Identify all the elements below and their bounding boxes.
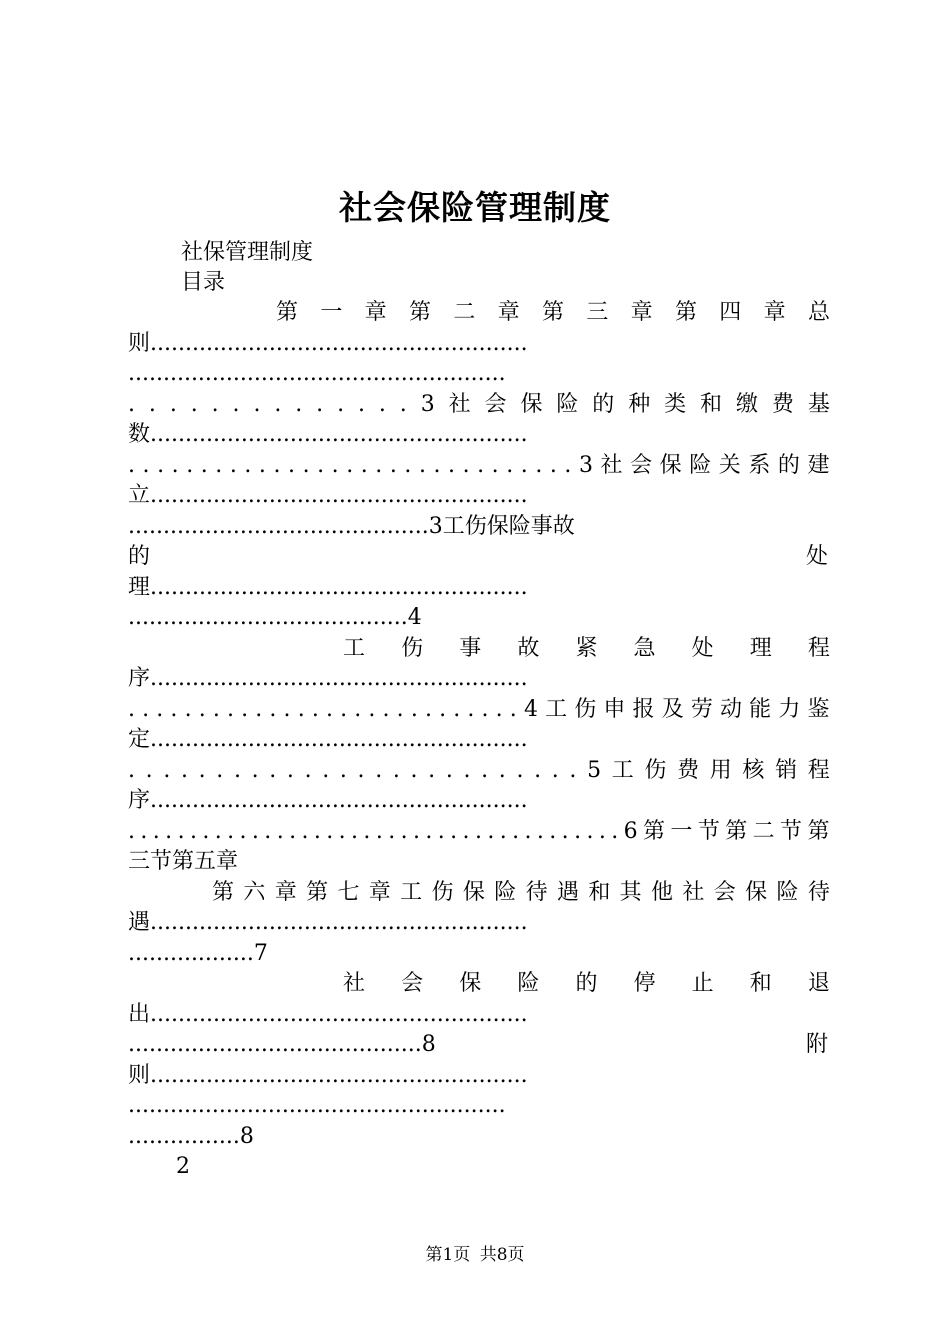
toc-char: 险 bbox=[776, 880, 799, 905]
toc-char: 二 bbox=[453, 300, 476, 325]
toc-char: . bbox=[190, 392, 198, 417]
toc-char: 报 bbox=[632, 697, 655, 722]
toc-char: . bbox=[357, 392, 365, 417]
toc-line: 定...................................................... bbox=[128, 727, 528, 752]
toc-char: . bbox=[467, 697, 475, 722]
toc-char: . bbox=[152, 819, 160, 844]
toc-char: . bbox=[142, 453, 150, 478]
toc-char: 伤 bbox=[431, 880, 454, 905]
toc-char: . bbox=[301, 819, 309, 844]
toc-char: . bbox=[474, 819, 482, 844]
toc-char: . bbox=[241, 697, 249, 722]
toc-char: 核 bbox=[742, 758, 765, 783]
toc-char: . bbox=[311, 697, 319, 722]
toc-char: 六 bbox=[243, 880, 266, 905]
toc-char: . bbox=[549, 819, 557, 844]
toc-char: . bbox=[499, 819, 507, 844]
toc-char: 申 bbox=[603, 697, 626, 722]
toc-char: . bbox=[463, 758, 471, 783]
toc-char: . bbox=[200, 453, 208, 478]
toc-char: . bbox=[516, 758, 524, 783]
toc-char: . bbox=[535, 453, 543, 478]
toc-char: . bbox=[251, 819, 259, 844]
toc-char: 第 bbox=[643, 819, 666, 844]
toc-line: 理...................................................... bbox=[128, 575, 528, 600]
toc-char: 险 bbox=[556, 392, 579, 417]
toc-char: . bbox=[412, 819, 420, 844]
toc-char: 一 bbox=[320, 300, 343, 325]
toc-line bbox=[128, 817, 830, 847]
toc-char: 的 bbox=[592, 392, 615, 417]
toc-char: . bbox=[445, 758, 453, 783]
toc-line: ................8 bbox=[128, 1124, 254, 1149]
toc-char: . bbox=[462, 819, 470, 844]
toc-char: 4 bbox=[523, 697, 538, 722]
toc-char: 遇 bbox=[556, 880, 579, 905]
toc-char: . bbox=[418, 453, 426, 478]
toc-char: . bbox=[337, 392, 345, 417]
toc-char: 保 bbox=[462, 880, 485, 905]
toc-char: 一 bbox=[670, 819, 693, 844]
toc-char: . bbox=[128, 392, 135, 417]
toc-char: . bbox=[128, 453, 135, 478]
toc-char: . bbox=[211, 392, 219, 417]
toc-char: . bbox=[283, 697, 291, 722]
toc-line: ........................................4 bbox=[128, 605, 422, 630]
toc-char: . bbox=[481, 697, 489, 722]
toc-char: . bbox=[536, 819, 544, 844]
toc-char: . bbox=[156, 697, 164, 722]
toc-char: 保 bbox=[520, 392, 543, 417]
toc-char: 三 bbox=[586, 300, 609, 325]
toc-char: 工 bbox=[545, 697, 568, 722]
toc-char: 七 bbox=[337, 880, 360, 905]
toc-char: . bbox=[289, 819, 297, 844]
toc-char: 急 bbox=[633, 636, 656, 661]
toc-char: . bbox=[295, 392, 303, 417]
toc-char: . bbox=[269, 758, 277, 783]
toc-char: . bbox=[317, 453, 325, 478]
toc-char: . bbox=[586, 819, 594, 844]
toc-char: . bbox=[273, 453, 281, 478]
toc-line: ..........................................8 bbox=[128, 1032, 436, 1057]
page-total: 共8页 bbox=[479, 1245, 525, 1265]
toc-line: 附 bbox=[806, 1032, 829, 1057]
toc-char: . bbox=[392, 758, 400, 783]
toc-char: . bbox=[198, 758, 206, 783]
toc-char: 3 bbox=[420, 392, 435, 417]
toc-char: 类 bbox=[664, 392, 687, 417]
toc-char: . bbox=[302, 453, 310, 478]
toc-char: . bbox=[487, 819, 495, 844]
toc-char: . bbox=[410, 697, 418, 722]
toc-char: . bbox=[462, 453, 470, 478]
toc-char: . bbox=[491, 453, 499, 478]
toc-char: . bbox=[239, 819, 247, 844]
toc-char: . bbox=[360, 453, 368, 478]
toc-char: . bbox=[495, 697, 503, 722]
toc-char: . bbox=[128, 758, 135, 783]
toc-char: 险 bbox=[689, 453, 712, 478]
toc-char: . bbox=[346, 453, 354, 478]
toc-char: . bbox=[165, 819, 173, 844]
toc-char: . bbox=[276, 819, 284, 844]
toc-char: 工 bbox=[611, 758, 634, 783]
toc-char: 退 bbox=[807, 971, 830, 996]
toc-char: 销 bbox=[775, 758, 798, 783]
toc-char: 程 bbox=[807, 636, 830, 661]
subtitle: 社保管理制度 bbox=[181, 240, 314, 265]
toc-line: 出...................................................... bbox=[128, 1002, 528, 1027]
toc-char: . bbox=[561, 819, 569, 844]
toc-char: . bbox=[264, 819, 272, 844]
toc-char: 保 bbox=[459, 971, 482, 996]
toc-char: . bbox=[322, 758, 330, 783]
toc-char: . bbox=[534, 758, 542, 783]
toc-char: 止 bbox=[691, 971, 714, 996]
toc-char: . bbox=[244, 453, 252, 478]
toc-char: . bbox=[251, 758, 259, 783]
toc-char: . bbox=[549, 453, 557, 478]
toc-char: . bbox=[551, 758, 559, 783]
toc-char: . bbox=[163, 758, 171, 783]
toc-char: . bbox=[233, 758, 241, 783]
toc-char: 他 bbox=[651, 880, 674, 905]
toc-char: 总 bbox=[807, 300, 830, 325]
toc-char: . bbox=[506, 453, 514, 478]
toc-char: . bbox=[202, 819, 210, 844]
toc-char: . bbox=[611, 819, 619, 844]
toc-line: 立...................................................... bbox=[128, 483, 528, 508]
toc-char: 程 bbox=[807, 758, 830, 783]
toc-char: 建 bbox=[807, 453, 830, 478]
toc-char: . bbox=[368, 697, 376, 722]
toc-line: 三节第五章 bbox=[128, 849, 239, 874]
toc-char: . bbox=[216, 758, 224, 783]
toc-char: . bbox=[212, 697, 220, 722]
toc-char: 和 bbox=[700, 392, 723, 417]
toc-line: 的 bbox=[128, 544, 151, 569]
toc-char: . bbox=[524, 819, 532, 844]
toc-char: . bbox=[170, 697, 178, 722]
toc-char: 其 bbox=[619, 880, 642, 905]
toc-char: 第 bbox=[725, 819, 748, 844]
toc-char: 社 bbox=[600, 453, 623, 478]
toc-heading: 目录 bbox=[181, 270, 226, 295]
toc-char: . bbox=[142, 697, 150, 722]
toc-char: . bbox=[180, 758, 188, 783]
toc-char: 的 bbox=[575, 971, 598, 996]
toc-char: 保 bbox=[659, 453, 682, 478]
toc-char: 章 bbox=[364, 300, 387, 325]
toc-line: 序...................................................... bbox=[128, 666, 528, 691]
page-footer bbox=[0, 1243, 950, 1267]
toc-char: . bbox=[157, 453, 165, 478]
toc-char: . bbox=[439, 697, 447, 722]
toc-char: 第 bbox=[807, 819, 830, 844]
toc-char: 章 bbox=[368, 880, 391, 905]
toc-line bbox=[128, 390, 830, 420]
toc-char: 伤 bbox=[644, 758, 667, 783]
toc-char: 会 bbox=[401, 971, 424, 996]
toc-char: 能 bbox=[749, 697, 772, 722]
toc-char: . bbox=[326, 819, 334, 844]
toc-char: 缴 bbox=[735, 392, 758, 417]
toc-line bbox=[128, 695, 830, 725]
toc-char: 理 bbox=[749, 636, 772, 661]
toc-char: . bbox=[189, 819, 197, 844]
toc-char: . bbox=[286, 758, 294, 783]
toc-char: . bbox=[226, 697, 234, 722]
toc-char: . bbox=[396, 697, 404, 722]
toc-char: . bbox=[477, 453, 485, 478]
toc-char: . bbox=[375, 453, 383, 478]
toc-char: . bbox=[325, 697, 333, 722]
toc-char: . bbox=[512, 819, 520, 844]
toc-char: . bbox=[128, 819, 135, 844]
toc-char: 第 bbox=[212, 880, 235, 905]
toc-char: . bbox=[375, 819, 383, 844]
toc-char: 鉴 bbox=[807, 697, 830, 722]
toc-char: . bbox=[354, 697, 362, 722]
toc-char: . bbox=[382, 697, 390, 722]
toc-char: . bbox=[214, 819, 222, 844]
toc-char: . bbox=[148, 392, 156, 417]
toc-char: . bbox=[399, 392, 407, 417]
toc-char: . bbox=[313, 819, 321, 844]
toc-char: . bbox=[450, 819, 458, 844]
toc-char: 和 bbox=[588, 880, 611, 905]
toc-line: 遇...................................................... bbox=[128, 910, 528, 935]
toc-char: . bbox=[269, 697, 277, 722]
toc-char: . bbox=[177, 819, 185, 844]
toc-char: 伤 bbox=[401, 636, 424, 661]
toc-char: 和 bbox=[749, 971, 772, 996]
toc-line: 2 bbox=[176, 1154, 190, 1179]
toc-line: ...................................................... bbox=[128, 1093, 506, 1118]
toc-char: . bbox=[288, 453, 296, 478]
toc-char: 节 bbox=[780, 819, 803, 844]
toc-char: 社 bbox=[682, 880, 705, 905]
toc-line: ...................................................... bbox=[128, 361, 506, 386]
toc-char: 事 bbox=[459, 636, 482, 661]
toc-char: 动 bbox=[720, 697, 743, 722]
toc-char: . bbox=[316, 392, 324, 417]
toc-char: 关 bbox=[718, 453, 741, 478]
toc-char: 会 bbox=[630, 453, 653, 478]
toc-char: . bbox=[215, 453, 223, 478]
toc-char: . bbox=[140, 819, 148, 844]
toc-char: . bbox=[357, 758, 365, 783]
toc-char: 社 bbox=[448, 392, 471, 417]
toc-char: 会 bbox=[713, 880, 736, 905]
toc-char: 章 bbox=[630, 300, 653, 325]
toc-line: 则...................................................... bbox=[128, 331, 528, 356]
toc-char: . bbox=[498, 758, 506, 783]
toc-char: 章 bbox=[763, 300, 786, 325]
toc-char: 的 bbox=[777, 453, 800, 478]
toc-char: . bbox=[274, 392, 282, 417]
toc-char: 5 bbox=[587, 758, 602, 783]
toc-char: 第 bbox=[408, 300, 431, 325]
toc-char: . bbox=[304, 758, 312, 783]
toc-char: . bbox=[520, 453, 528, 478]
toc-char: 系 bbox=[748, 453, 771, 478]
toc-char: . bbox=[433, 453, 441, 478]
toc-char: . bbox=[448, 453, 456, 478]
toc-char: 伤 bbox=[574, 697, 597, 722]
toc-char: . bbox=[574, 819, 582, 844]
toc-char: . bbox=[253, 392, 261, 417]
toc-char: . bbox=[169, 392, 177, 417]
toc-char: 基 bbox=[807, 392, 830, 417]
toc-char: 工 bbox=[400, 880, 423, 905]
toc-char: 费 bbox=[677, 758, 700, 783]
toc-char: 力 bbox=[778, 697, 801, 722]
toc-char: 章 bbox=[274, 880, 297, 905]
toc-char: 3 bbox=[578, 453, 593, 478]
toc-char: . bbox=[186, 453, 194, 478]
toc-char: . bbox=[437, 819, 445, 844]
toc-char: . bbox=[363, 819, 371, 844]
toc-char: . bbox=[400, 819, 408, 844]
toc-line bbox=[343, 969, 830, 999]
page-number: 第1页 bbox=[425, 1245, 471, 1265]
toc-line bbox=[128, 756, 830, 786]
toc-char: 险 bbox=[494, 880, 517, 905]
toc-char: . bbox=[351, 819, 359, 844]
toc-char: 节 bbox=[697, 819, 720, 844]
toc-char: . bbox=[404, 453, 412, 478]
toc-char: 紧 bbox=[575, 636, 598, 661]
toc-line: 处 bbox=[806, 544, 829, 569]
toc-char: . bbox=[424, 697, 432, 722]
toc-char: . bbox=[569, 758, 577, 783]
toc-char: . bbox=[338, 819, 346, 844]
toc-char: . bbox=[378, 392, 386, 417]
toc-char: . bbox=[375, 758, 383, 783]
toc-line: ...........................................3工伤保险事故 bbox=[128, 514, 575, 539]
toc-char: 停 bbox=[633, 971, 656, 996]
toc-char: . bbox=[428, 758, 436, 783]
toc-char: 6 bbox=[623, 819, 638, 844]
toc-char: 用 bbox=[709, 758, 732, 783]
toc-char: . bbox=[198, 697, 206, 722]
toc-char: . bbox=[184, 697, 192, 722]
toc-char: . bbox=[227, 819, 235, 844]
toc-char: 处 bbox=[691, 636, 714, 661]
toc-char: 劳 bbox=[690, 697, 713, 722]
toc-char: 工 bbox=[343, 636, 366, 661]
toc-line: 数...................................................... bbox=[128, 422, 528, 447]
toc-char: 待 bbox=[525, 880, 548, 905]
toc-char: . bbox=[564, 453, 572, 478]
toc-char: 第 bbox=[276, 300, 299, 325]
toc-line bbox=[343, 634, 830, 664]
toc-char: . bbox=[453, 697, 461, 722]
toc-char: 种 bbox=[628, 392, 651, 417]
toc-char: . bbox=[425, 819, 433, 844]
toc-char: . bbox=[410, 758, 418, 783]
toc-line bbox=[276, 298, 830, 328]
toc-char: 费 bbox=[771, 392, 794, 417]
toc-char: . bbox=[598, 819, 606, 844]
toc-char: . bbox=[481, 758, 489, 783]
toc-char: 四 bbox=[719, 300, 742, 325]
toc-char: . bbox=[171, 453, 179, 478]
toc-char: 保 bbox=[745, 880, 768, 905]
toc-char: . bbox=[388, 819, 396, 844]
toc-char: 会 bbox=[484, 392, 507, 417]
toc-char: . bbox=[389, 453, 397, 478]
toc-char: 社 bbox=[343, 971, 366, 996]
toc-char: . bbox=[128, 697, 135, 722]
toc-line: ..................7 bbox=[128, 941, 268, 966]
toc-char: 故 bbox=[517, 636, 540, 661]
toc-line bbox=[212, 878, 830, 908]
toc-char: . bbox=[232, 392, 240, 417]
toc-char: 第 bbox=[541, 300, 564, 325]
toc-line: 则...................................................... bbox=[128, 1063, 528, 1088]
toc-char: . bbox=[297, 697, 305, 722]
toc-char: 待 bbox=[807, 880, 830, 905]
document-title: 社会保险管理制度 bbox=[339, 188, 611, 227]
toc-char: . bbox=[340, 697, 348, 722]
toc-char: . bbox=[255, 697, 263, 722]
toc-line: 序...................................................... bbox=[128, 788, 528, 813]
toc-char: 章 bbox=[497, 300, 520, 325]
toc-char: 二 bbox=[752, 819, 775, 844]
toc-char: . bbox=[145, 758, 153, 783]
toc-line bbox=[128, 451, 830, 481]
toc-char: . bbox=[509, 697, 517, 722]
toc-char: 第 bbox=[674, 300, 697, 325]
toc-char: 第 bbox=[306, 880, 329, 905]
toc-char: . bbox=[331, 453, 339, 478]
toc-char: . bbox=[339, 758, 347, 783]
toc-char: . bbox=[229, 453, 237, 478]
toc-char: 险 bbox=[517, 971, 540, 996]
toc-char: . bbox=[258, 453, 266, 478]
toc-char: 及 bbox=[661, 697, 684, 722]
